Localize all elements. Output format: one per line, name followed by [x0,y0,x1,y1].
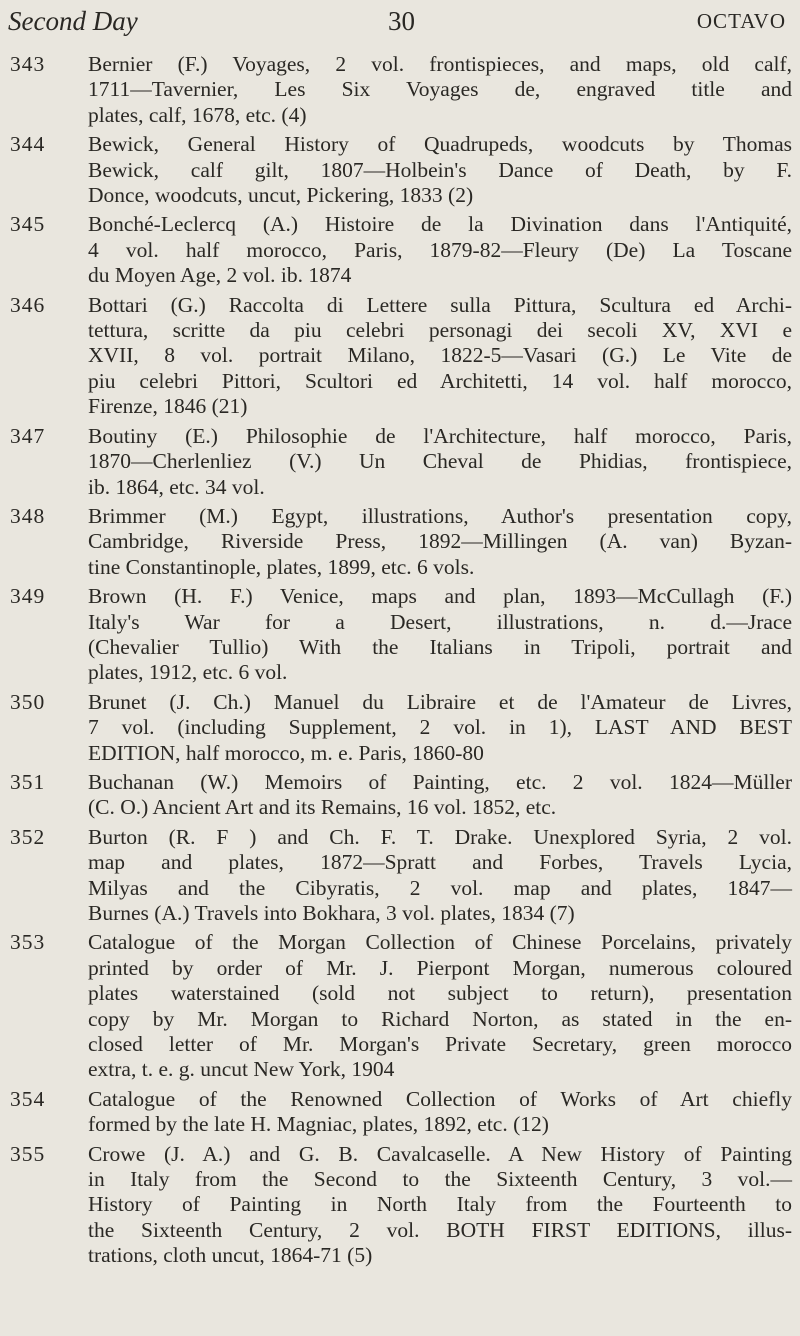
lot-line: printed by order of Mr. J. Pierpont Morgan, numerous coloured [88,955,792,980]
page-header [8,6,786,40]
lot-list [10,52,792,1273]
lot-description [88,690,792,766]
lot-line: Donce, woodcuts, uncut, Pickering, 1833 (2) [88,183,474,208]
lot-line: Boutiny (E.) Philosophie de l'Architecture, half morocco, Paris, [88,423,792,448]
lot-line: piu celebri Pittori, Scultori ed Architetti, 14 vol. half morocco, [88,368,792,393]
lot-line: in Italy from the Second to the Sixteenth Century, 3 vol.— [88,1167,792,1192]
lot-line: the Sixteenth Century, 2 vol. BOTH FIRST EDITIONS, illus- [88,1217,792,1242]
lot-description [88,584,792,686]
lot-line: Catalogue of the Renowned Collection of Works of Art chiefly [88,1086,792,1111]
lot-entry [10,825,792,927]
lot-line: tettura, scritte da piu celebri personagi dei secoli XV, XVI e [88,318,792,343]
lot-number: 346 [10,292,46,317]
lot-number: 343 [10,52,46,76]
lot-line: Buchanan (W.) Memoirs of Painting, etc. 2 vol. 1824—Müller [88,769,792,794]
lot-number: 352 [10,824,46,849]
lot-line: Bottari (G.) Raccolta di Lettere sulla Pittura, Scultura ed Archi- [88,292,792,317]
page-number: 30 [388,6,415,36]
lot-line: Bewick, calf gilt, 1807—Holbein's Dance of Death, by F. [88,157,792,182]
lot-line: Bewick, General History of Quadrupeds, woodcuts by Thomas [88,132,792,157]
lot-line: extra, t. e. g. uncut New York, 1904 [88,1057,395,1082]
lot-line: Crowe (J. A.) and G. B. Cavalcaselle. A New History of Painting [88,1141,792,1166]
lot-line: Brimmer (M.) Egypt, illustrations, Author's presentation copy, [88,503,792,528]
lot-line: (Chevalier Tullio) With the Italians in Tripoli, portrait and [88,634,792,659]
lot-description [88,132,792,208]
lot-entry [10,293,792,420]
lot-number: 350 [10,689,46,714]
lot-line: Milyas and the Cibyratis, 2 vol. map and plates, 1847— [88,875,792,900]
lot-number: 344 [10,132,46,157]
lot-description [88,1087,792,1138]
lot-number: 353 [10,930,46,955]
lot-line: copy by Mr. Morgan to Richard Norton, as stated in the en- [88,1006,792,1031]
lot-line: (C. O.) Ancient Art and its Remains, 16 vol. 1852, etc. [88,795,557,820]
lot-line: XVII, 8 vol. portrait Milano, 1822-5—Vasari (G.) Le Vite de [88,343,792,368]
lot-line: Firenze, 1846 (21) [88,394,248,419]
lot-description [88,1142,792,1269]
lot-entry [10,424,792,500]
lot-line: Italy's War for a Desert, illustrations, n. d.—Jrace [88,609,792,634]
lot-line: plates waterstained (sold not subject to return), presentation [88,981,792,1006]
lot-line: EDITION, half morocco, m. e. Paris, 1860-80 [88,740,484,765]
lot-entry [10,212,792,288]
lot-line: Burton (R. F ) and Ch. F. T. Drake. Unexplored Syria, 2 vol. [88,824,792,849]
lot-line: Burnes (A.) Travels into Bokhara, 3 vol. plates, 1834 (7) [88,901,575,925]
lot-description [88,770,792,821]
lot-line: map and plates, 1872—Spratt and Forbes, Travels Lycia, [88,850,792,875]
lot-line: trations, cloth uncut, 1864-71 (5) [88,1243,373,1268]
lot-line: Catalogue of the Morgan Collection of Chinese Porcelains, privately [88,930,792,955]
lot-line: formed by the late H. Magniac, plates, 1892, etc. (12) [88,1112,549,1137]
lot-line: Bernier (F.) Voyages, 2 vol. frontispieces, and maps, old calf, [88,52,792,76]
lot-entry [10,504,792,580]
lot-line: Cambridge, Riverside Press, 1892—Millingen (A. van) Byzan- [88,529,792,554]
lot-line: 7 vol. (including Supplement, 2 vol. in 1), LAST AND BEST [88,715,792,740]
lot-number: 348 [10,503,46,528]
lot-entry [10,690,792,766]
lot-line: du Moyen Age, 2 vol. ib. 1874 [88,263,352,288]
lot-description [88,930,792,1082]
lot-number: 347 [10,423,46,448]
lot-line: ib. 1864, etc. 34 vol. [88,474,265,499]
lot-entry [10,930,792,1082]
lot-entry [10,584,792,686]
lot-line: tine Constantinople, plates, 1899, etc. 6 vols. [88,554,475,579]
lot-description [88,504,792,580]
format-heading: OCTAVO [696,9,786,33]
lot-entry [10,132,792,208]
lot-entry [10,52,792,128]
lot-entry [10,770,792,821]
lot-line: History of Painting in North Italy from the Fourteenth to [88,1192,792,1217]
lot-line: plates, 1912, etc. 6 vol. [88,660,288,685]
lot-description [88,293,792,420]
lot-entry [10,1087,792,1138]
lot-line: closed letter of Mr. Morgan's Private Secretary, green morocco [88,1032,792,1057]
lot-number: 355 [10,1141,46,1166]
lot-entry [10,1142,792,1269]
lot-number: 351 [10,769,46,794]
lot-number: 345 [10,212,46,237]
lot-description [88,424,792,500]
lot-line: 1870—Cherlenliez (V.) Un Cheval de Phidias, frontispiece, [88,449,792,474]
day-heading: Second Day [8,6,138,36]
lot-line: plates, calf, 1678, etc. (4) [88,102,307,127]
lot-description [88,52,792,128]
lot-line: 1711—Tavernier, Les Six Voyages de, engraved title and [88,77,792,102]
lot-line: 4 vol. half morocco, Paris, 1879-82—Fleury (De) La Toscane [88,237,792,262]
lot-line: Bonché-Leclercq (A.) Histoire de la Divination dans l'Antiquité, [88,212,792,237]
lot-line: Brown (H. F.) Venice, maps and plan, 1893—McCullagh (F.) [88,584,792,609]
lot-number: 354 [10,1086,46,1111]
lot-number: 349 [10,584,46,609]
lot-line: Brunet (J. Ch.) Manuel du Libraire et de l'Amateur de Livres, [88,689,792,714]
lot-description [88,212,792,288]
lot-description [88,825,792,927]
